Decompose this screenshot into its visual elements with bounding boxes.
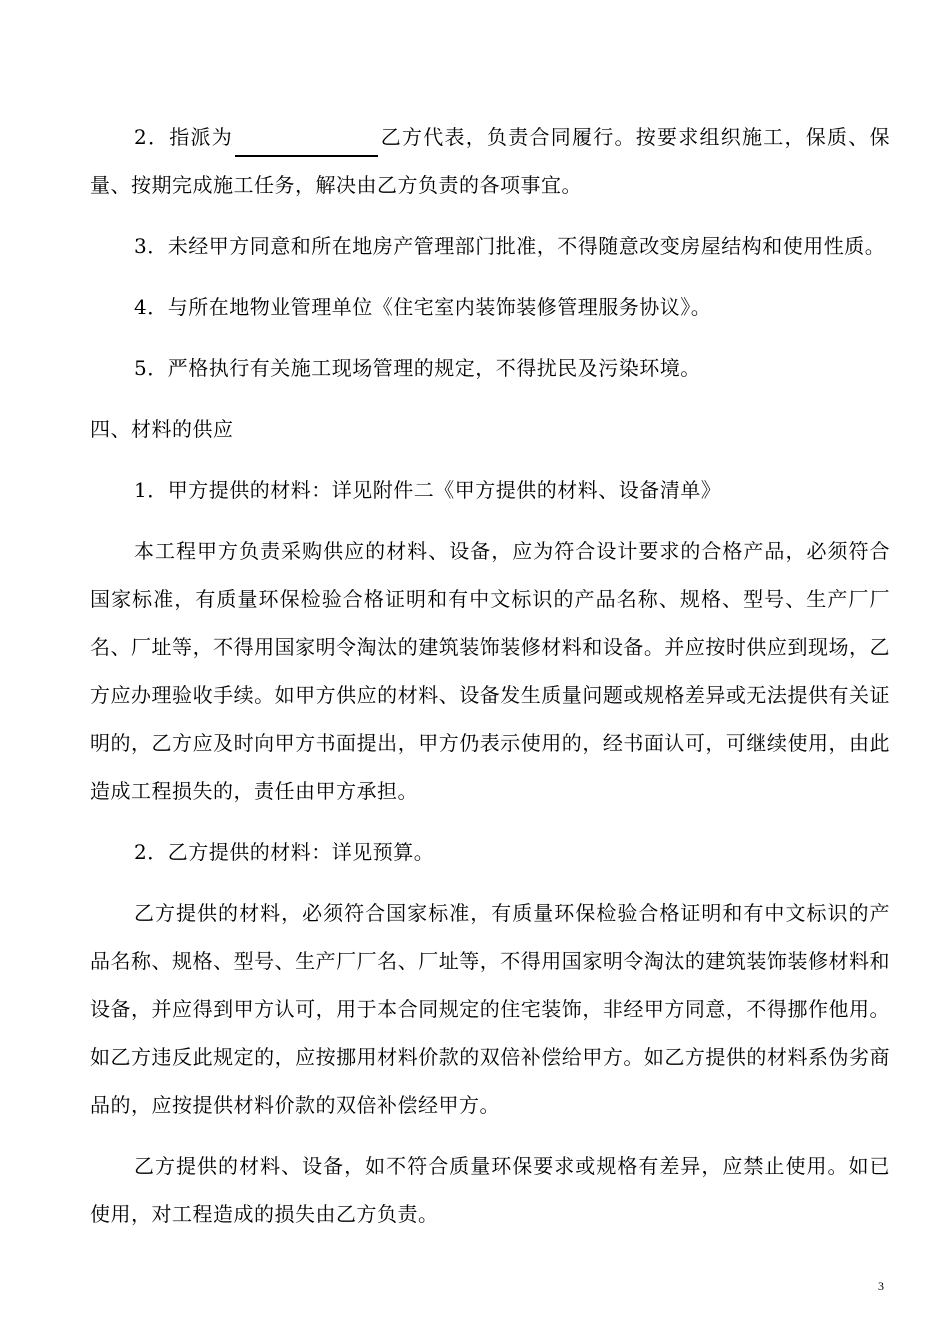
- page-number: 3: [878, 1279, 884, 1293]
- clause-3-structure: [90, 222, 890, 270]
- clause-4-property-agreement: [90, 283, 890, 331]
- materials-clause-2: [90, 828, 890, 876]
- clause-text: 乙方代表，负责合同履行。按要求组织施工，保质、保量、按期完成施工任务，解决由乙方负责的各项事宜。: [90, 125, 890, 197]
- paragraph-text: 乙方提供的材料、设备，如不符合质量环保要求或规格有差异，应禁止使用。如已使用，对工程造成的损失由乙方负责。: [90, 1154, 890, 1226]
- clause-text: 4．与所在地物业管理单位《住宅室内装饰装修管理服务协议》。: [134, 295, 712, 319]
- section-heading-materials: [90, 405, 890, 453]
- clause-text: 2．乙方提供的材料：详见预算。: [134, 840, 435, 864]
- clause-5-site-management: [90, 344, 890, 392]
- materials-paragraph-party-b: [90, 889, 890, 1129]
- clause-2-representative: [90, 113, 890, 209]
- blank-underline-field: [235, 131, 378, 157]
- materials-clause-1: [90, 466, 890, 514]
- clause-text: 2．指派为: [134, 125, 233, 149]
- clause-text: 1．甲方提供的材料：详见附件二《甲方提供的材料、设备清单》: [134, 478, 722, 502]
- paragraph-text: 乙方提供的材料，必须符合国家标准，有质量环保检验合格证明和有中文标识的产品名称、规格、型号、生产厂厂名、厂址等，不得用国家明令淘汰的建筑装饰装修材料和设备，并应得到甲方认可，用于本合同规定的住宅装饰，非经甲方同意，不得挪作他用。如乙方违反此规定的，应按挪用材料价款的双倍补偿给甲方。如乙方提供的材料系伪劣商品的，应按提供材料价款的双倍补偿经甲方。: [90, 901, 890, 1117]
- materials-paragraph-prohibition: [90, 1142, 890, 1238]
- document-body: [90, 113, 890, 1251]
- section-heading-text: 四、材料的供应: [90, 417, 234, 441]
- materials-paragraph-party-a: [90, 527, 890, 815]
- clause-text: 3．未经甲方同意和所在地房产管理部门批准，不得随意改变房屋结构和使用性质。: [134, 234, 886, 258]
- clause-text: 5．严格执行有关施工现场管理的规定，不得扰民及污染环境。: [134, 356, 701, 380]
- paragraph-text: 本工程甲方负责采购供应的材料、设备，应为符合设计要求的合格产品，必须符合国家标准，有质量环保检验合格证明和有中文标识的产品名称、规格、型号、生产厂厂名、厂址等，不得用国家明令淘汰的建筑装饰装修材料和设备。并应按时供应到现场，乙方应办理验收手续。如甲方供应的材料、设备发生质量问题或规格差异或无法提供有关证明的，乙方应及时向甲方书面提出，甲方仍表示使用的，经书面认可，可继续使用，由此造成工程损失的，责任由甲方承担。: [90, 539, 890, 803]
